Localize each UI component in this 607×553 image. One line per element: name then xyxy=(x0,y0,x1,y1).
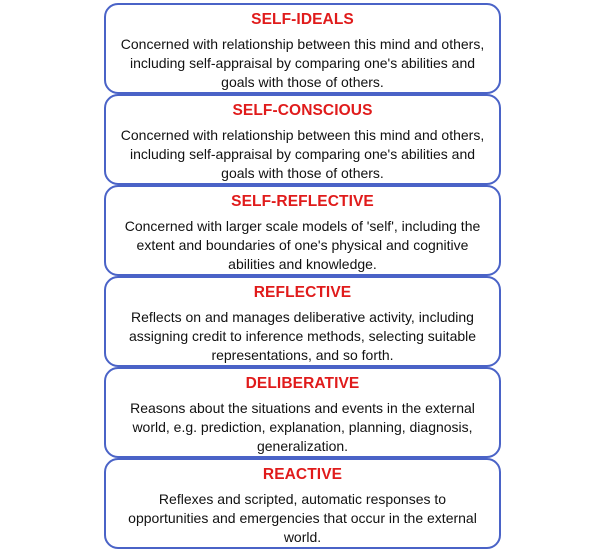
layer-title: REFLECTIVE xyxy=(253,284,352,301)
layer-box-self-conscious xyxy=(104,94,501,185)
layer-stack xyxy=(104,3,501,549)
layer-title: REACTIVE xyxy=(262,466,343,483)
layer-title: SELF-IDEALS xyxy=(251,11,354,28)
layer-description: Concerned with larger scale models of 'self', including the extent and boundaries of one's physical and cognitive abilities and knowledge. xyxy=(124,218,481,272)
layer-box-deliberative xyxy=(104,367,501,458)
layer-title: DELIBERATIVE xyxy=(245,375,360,392)
layer-description: Concerned with relationship between this mind and others, including self-appraisal by comparing one's abilities and goals with those of others. xyxy=(120,36,485,90)
layer-box-reactive xyxy=(104,458,501,549)
layer-box-self-ideals xyxy=(104,3,501,94)
layer-description: Concerned with relationship between this mind and others, including self-appraisal by comparing one's abilities and goals with those of others. xyxy=(120,127,485,181)
layer-description: Reasons about the situations and events in the external world, e.g. prediction, explanation, planning, diagnosis, generalization. xyxy=(130,400,475,454)
layer-title: SELF-CONSCIOUS xyxy=(232,102,373,119)
layer-title: SELF-REFLECTIVE xyxy=(231,193,374,210)
layer-description: Reflects on and manages deliberative activity, including assigning credit to inference methods, selecting suitable representations, and so forth. xyxy=(128,309,477,363)
layer-box-self-reflective xyxy=(104,185,501,276)
layer-description: Reflexes and scripted, automatic responses to opportunities and emergencies that occur in the external world. xyxy=(128,491,477,545)
layer-box-reflective xyxy=(104,276,501,367)
